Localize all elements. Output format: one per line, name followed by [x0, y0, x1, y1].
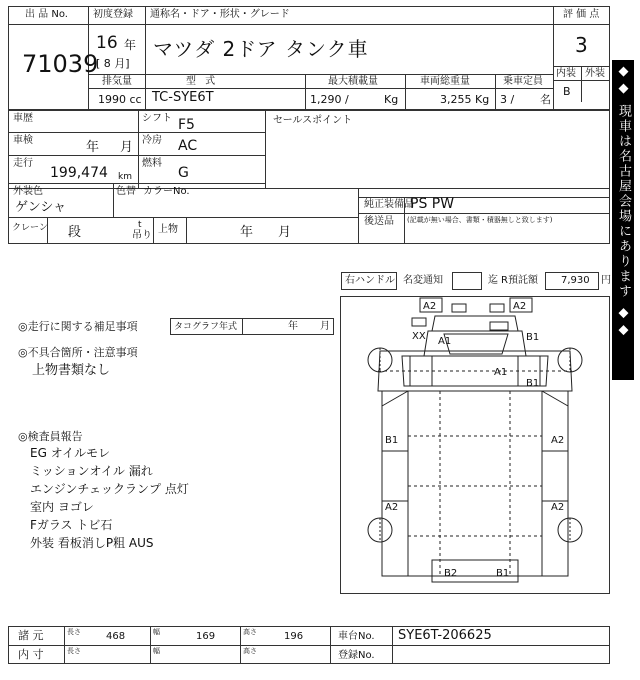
lift-month: 月 [278, 225, 292, 240]
damage-mark: A2 [513, 301, 527, 312]
in-height-label: 高さ [243, 647, 257, 655]
height-value: 196 [284, 631, 304, 642]
capacity-value: 3 / [500, 93, 515, 106]
inspector-title: ◎検査員報告 [18, 430, 83, 443]
cooler-value: AC [178, 138, 198, 154]
color-label: 外装色 [13, 186, 43, 197]
width-value: 169 [196, 631, 216, 642]
gross-weight-value: 3,255 Kg [440, 93, 490, 106]
name-label: 通称名・ドア・形状・グレード [150, 9, 290, 20]
interior-label: 内装 [556, 68, 576, 79]
damage-mark: A1 [494, 367, 508, 378]
tacho-label: タコグラフ年式 [174, 322, 238, 332]
score-label: 評 価 点 [563, 9, 600, 20]
width-label: 幅 [153, 628, 160, 636]
capacity-label: 乗車定員 [503, 76, 543, 87]
documents-label: 後送品 [364, 216, 394, 227]
vehicle-diagram [340, 296, 610, 594]
gross-weight-label: 車両総重量 [420, 76, 470, 87]
height-label: 高さ [243, 628, 257, 636]
lot-label: 出 品 No. [25, 9, 68, 20]
history-label: 車歴 [13, 113, 33, 124]
score-value: 3 [575, 33, 588, 57]
recycle-unit: 円 [601, 275, 611, 286]
inspection-month: 月 [120, 140, 134, 155]
damage-mark: A2 [551, 435, 565, 446]
model-value: TC-SYE6T [152, 90, 214, 105]
lift-year: 年 [240, 225, 254, 240]
first-reg-label: 初度登録 [93, 9, 133, 20]
mileage-label: 走行 [13, 158, 33, 169]
chassis-value: SYE6T-206625 [398, 628, 492, 643]
crane-label: クレーン [12, 223, 48, 233]
damage-mark: B1 [496, 568, 510, 579]
inspector-line: EG オイルモレ [30, 446, 111, 460]
r-label: 迄 [488, 275, 498, 286]
damage-mark: B1 [526, 332, 540, 343]
in-length-label: 長さ [67, 647, 81, 655]
capacity-unit: 名 [540, 93, 551, 106]
model-label: 型 式 [186, 76, 219, 87]
inspector-line: Fガラス トビ石 [30, 518, 113, 532]
side-banner: ◆◆ 現車は名古屋会場にあります ◆◆ [616, 64, 631, 340]
damage-mark: B2 [444, 568, 458, 579]
damage-mark: B1 [526, 378, 540, 389]
color-no-label: カラーNo. [143, 186, 190, 197]
defects-title: ◎不具合箇所・注意事項 [18, 346, 138, 359]
damage-mark: XX [412, 331, 426, 342]
interior-value: B [563, 85, 571, 98]
shift-value: F5 [178, 117, 195, 133]
color-value: ゲンシャ [15, 200, 67, 215]
displacement-value: 1990 cc [98, 93, 142, 106]
year-unit: 年 [124, 38, 137, 52]
tacho-year: 年 [288, 321, 298, 332]
max-load-label: 最大積載量 [328, 76, 378, 87]
mileage-unit: km [118, 172, 132, 182]
exterior-label: 外装 [585, 68, 605, 79]
crane-hang: 吊り [132, 230, 152, 241]
displacement-label: 排気量 [102, 76, 132, 87]
name-change-label: 名変通知 [403, 275, 443, 286]
defects-text: 上物書類なし [32, 363, 111, 378]
equipment-value: PS PW [410, 196, 455, 212]
chassis-label: 車台No. [338, 631, 375, 642]
length-value: 468 [106, 631, 126, 642]
max-load-unit: Kg [384, 93, 399, 106]
cooler-label: 冷房 [142, 135, 162, 146]
fuel-label: 燃料 [142, 158, 162, 169]
damage-mark: B1 [385, 435, 399, 446]
driving-title: ◎走行に関する補足事項 [18, 320, 138, 333]
reg-label: 登録No. [338, 650, 375, 661]
handle: 右ハンドル [345, 275, 395, 286]
documents-note: (記載が無い場合、書類・積器無しと致します) [407, 216, 553, 224]
length-label: 長さ [67, 628, 81, 636]
recycle-label: R預託額 [501, 275, 538, 286]
lot-number: 71039 [22, 50, 99, 78]
name-change-box [452, 272, 482, 290]
inspection-label: 車検 [13, 135, 33, 146]
max-load-value: 1,290 / [310, 93, 349, 106]
lift-label: 上物 [158, 224, 178, 235]
inspector-line: ミッションオイル 漏れ [30, 464, 153, 478]
dims-label: 諸 元 [18, 629, 44, 642]
interior-dims-label: 内 寸 [18, 648, 44, 661]
fuel-value: G [178, 165, 189, 181]
inspector-line: エンジンチェックランプ 点灯 [30, 482, 189, 496]
inspector-line: 室内 ヨゴレ [30, 500, 94, 514]
inspector-line: 外装 看板消しP粗 AUS [30, 536, 154, 550]
damage-mark: A2 [423, 301, 437, 312]
first-reg-year: 16 [96, 33, 118, 53]
sales-point-label: セールスポイント [273, 115, 353, 126]
tacho-month: 月 [320, 321, 330, 332]
vehicle-name: マツダ 2ドア タンク車 [153, 37, 369, 61]
shift-label: シフト [142, 113, 172, 124]
crane-ton: t [138, 220, 142, 230]
damage-mark: A2 [385, 502, 399, 513]
damage-mark: A2 [551, 502, 565, 513]
in-width-label: 幅 [153, 647, 160, 655]
damage-mark: A1 [438, 336, 452, 347]
first-reg-month: [ 8 月] [96, 57, 130, 70]
color-change-label: 色替 [116, 186, 136, 197]
equipment-label: 純正装備品 [364, 199, 414, 210]
mileage-value: 199,474 [50, 165, 108, 181]
recycle-value: 7,930 [561, 275, 590, 286]
crane-stage: 段 [68, 225, 82, 240]
inspection-year: 年 [86, 140, 100, 155]
